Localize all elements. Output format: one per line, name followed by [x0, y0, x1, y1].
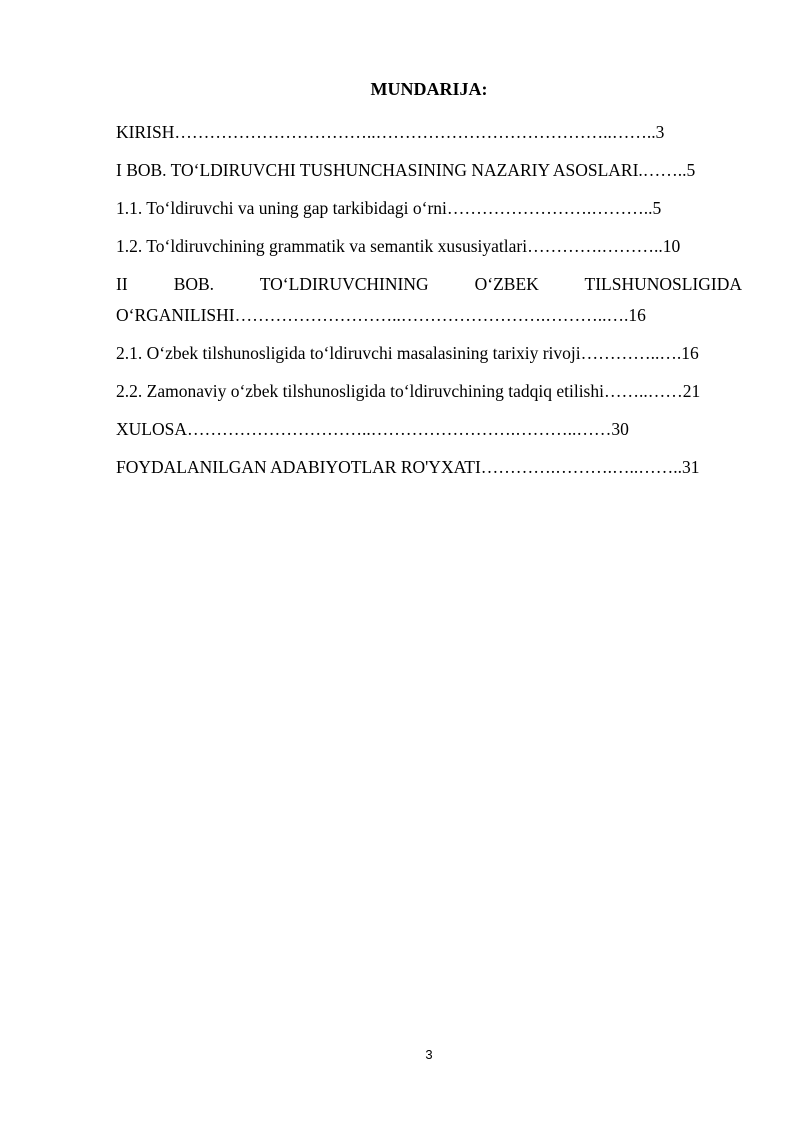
- toc-entry-chapter-1: I BOB. TO‘LDIRUVCHI TUSHUNCHASINING NAZARIY ASOSLARI.……..5: [116, 160, 696, 180]
- toc-entry-section-2-2: 2.2. Zamonaviy o‘zbek tilshunosligida to‘ldiruvchining tadqiq etilishi……..……21: [116, 381, 701, 401]
- toc-entry-chapter-2-line-2: O‘RGANILISHI………………………..…………………….………..….16: [116, 305, 646, 325]
- toc-entry-references: FOYDALANILGAN ADABIYOTLAR RO'YXATI………….……….…..……..31: [116, 457, 700, 477]
- toc-entry-conclusion: XULOSA…………………………..…………………….………..……30: [116, 419, 629, 439]
- toc-title: MUNDARIJA:: [370, 79, 488, 99]
- page-number: 3: [425, 1047, 433, 1062]
- toc-entry-section-1-2: 1.2. To‘ldiruvchining grammatik va semantik xususiyatlari………….………..10: [116, 236, 681, 256]
- toc-entry-section-1-1: 1.1. To‘ldiruvchi va uning gap tarkibidagi o‘rni…………………….………..5: [116, 198, 662, 218]
- toc-entry-introduction: KIRISH……………………………..…………………………………..……..3: [116, 122, 665, 142]
- table-of-contents: [116, 120, 742, 493]
- toc-entry-chapter-2-line-1: II BOB. TO‘LDIRUVCHINING O‘ZBEK TILSHUNOSLIGIDA: [116, 274, 742, 294]
- toc-entry-section-2-1: 2.1. O‘zbek tilshunosligida to‘ldiruvchi masalasining tarixiy rivoji…………..….16: [116, 343, 699, 363]
